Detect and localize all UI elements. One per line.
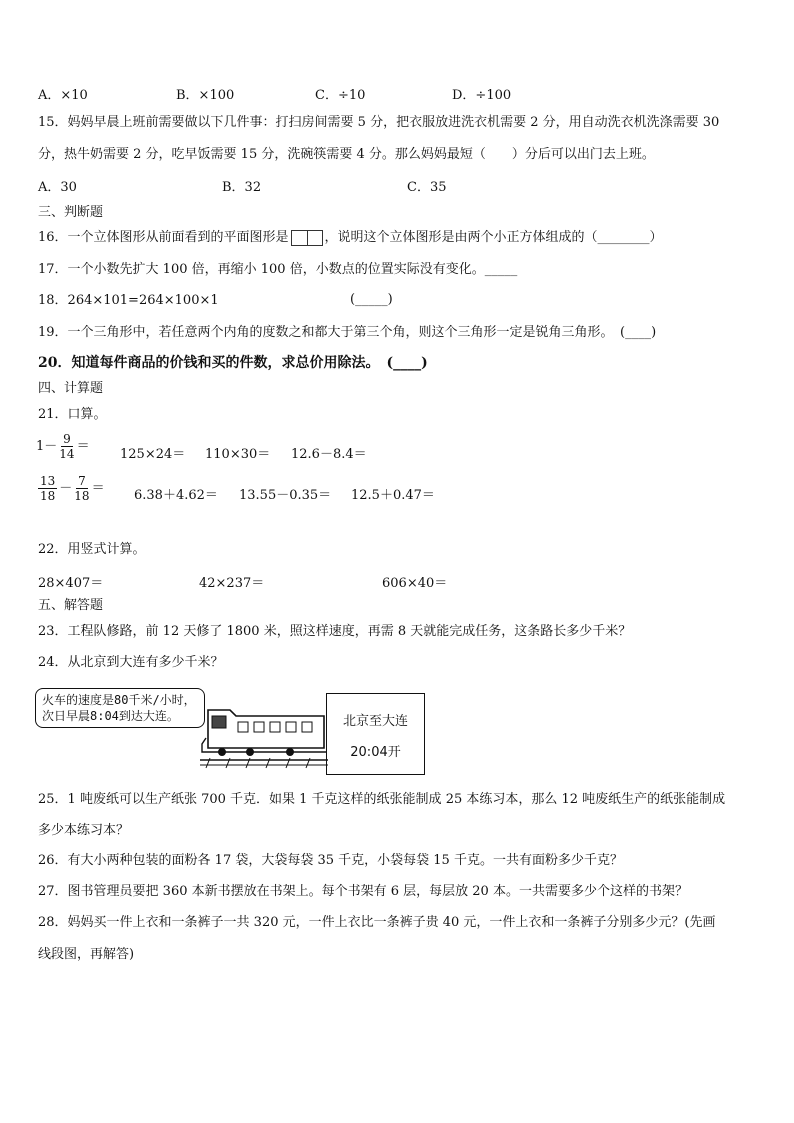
q22-item1: 28×407＝ [38, 576, 104, 591]
question-23: 23．工程队修路，前 12 天修了 1800 米，照这样速度，再需 8 天就能完成任务，这条路长多少千米？ [38, 624, 632, 639]
fraction-9-14 [59, 432, 74, 461]
section-5-heading: 五、解答题 [38, 598, 104, 613]
q25-line1: 25．1 吨废纸可以生产纸张 700 千克．如果 1 千克这样的纸张能制成 25 本练习本，那么 12 吨废纸生产的纸张能制成 [38, 792, 726, 807]
q28-line1: 28．妈妈买一件上衣和一条裤子一共 320 元，一件上衣比一条裤子贵 40 元，一件上衣和一条裤子分别多少元？(先画 [38, 915, 716, 930]
sign-route: 北京至大连 [342, 714, 408, 729]
schedule-sign [326, 693, 425, 775]
q21-title: 21．口算。 [38, 407, 107, 422]
q14-option-b: B．×100 [176, 88, 235, 103]
frac-denominator: 14 [59, 447, 75, 461]
q28-line2: 线段图，再解答) [38, 947, 135, 962]
q15-option-b: B．32 [222, 180, 262, 195]
frac-numerator: 13 [40, 474, 56, 488]
question-18: 18．264×101=264×100×1 [38, 293, 219, 308]
q21-row1-item2: 125×24＝ [120, 447, 186, 462]
q15-option-a: A．30 [38, 180, 77, 195]
q22-title: 22．用竖式计算。 [38, 542, 146, 557]
q22-item2: 42×237＝ [199, 576, 265, 591]
q14-option-c: C．÷10 [315, 88, 366, 103]
q16-text-before: 16．一个立体图形从前面看到的平面图形是 [38, 230, 289, 245]
q14-option-d: D．÷100 [452, 88, 512, 103]
question-27: 27．图书管理员要把 360 本新书摆放在书架上。每个书架有 6 层，每层放 20 本。一共需要多少个这样的书架？ [38, 884, 688, 899]
q25-line2: 多少本练习本？ [38, 823, 130, 838]
q21-r2-eq: ＝ [91, 481, 105, 496]
q15-option-c: C．35 [407, 180, 447, 195]
train-icon [200, 700, 328, 770]
sign-departure-time: 20:04开 [350, 745, 401, 760]
q14-option-a: A．×10 [38, 88, 88, 103]
fraction-13-18 [38, 474, 57, 503]
question-19: 19．一个三角形中，若任意两个内角的度数之和都大于第三个角，则这个三角形一定是锐角三角形。 (____) [38, 325, 657, 340]
question-17: 17．一个小数先扩大 100 倍，再缩小 100 倍，小数点的位置实际没有变化。_____ [38, 262, 518, 277]
q21-row1-item4: 12.6－8.4＝ [291, 447, 367, 462]
frac-numerator: 7 [78, 474, 86, 488]
q21-row1-item1 [36, 432, 90, 461]
q21-row2-item3: 13.55－0.35＝ [239, 488, 332, 503]
question-16 [38, 229, 663, 247]
frac-numerator: 9 [63, 432, 71, 446]
frac-denominator: 18 [40, 489, 56, 503]
q21-row1-item3: 110×30＝ [205, 447, 271, 462]
q21-r1-prefix: 1－ [36, 439, 58, 454]
q16-text-after: ，说明这个立体图形是由两个小正方体组成的（________） [324, 230, 663, 245]
fraction-7-18 [74, 474, 89, 503]
q21-row2-item4: 12.5＋0.47＝ [351, 488, 435, 503]
question-20: 20．知道每件商品的价钱和买的件数，求总价用除法。 (____) [38, 355, 428, 371]
section-4-heading: 四、计算题 [38, 381, 104, 396]
bubble-line1: 火车的速度是80千米/小时， [42, 693, 196, 707]
q22-item3: 606×40＝ [382, 576, 448, 591]
speech-bubble [35, 688, 205, 728]
question-24: 24．从北京到大连有多少千米？ [38, 655, 224, 670]
section-3-heading: 三、判断题 [38, 205, 104, 220]
frac-denominator: 18 [74, 489, 90, 503]
two-squares-figure [291, 230, 323, 246]
bubble-line2: 次日早晨8:04到达大连。 [42, 709, 179, 723]
q21-row2-item1 [36, 474, 105, 503]
q15-line2: 分，热牛奶需要 2 分，吃早饭需要 15 分，洗碗筷需要 4 分。那么妈妈最短（ ）分后可以出门去上班。 [38, 147, 655, 162]
q21-row2-item2: 6.38＋4.62＝ [134, 488, 218, 503]
question-26: 26．有大小两种包装的面粉各 17 袋，大袋每袋 35 千克，小袋每袋 15 千克。一共有面粉多少千克？ [38, 853, 623, 868]
q15-line1: 15．妈妈早晨上班前需要做以下几件事：打扫房间需要 5 分，把衣服放进洗衣机需要 2 分，用自动洗衣机洗涤需要 30 [38, 115, 720, 130]
q21-r1-eq: ＝ [76, 439, 90, 454]
q21-r2-minus: － [59, 481, 73, 496]
q18-answer-blank: (_____) [350, 292, 393, 307]
